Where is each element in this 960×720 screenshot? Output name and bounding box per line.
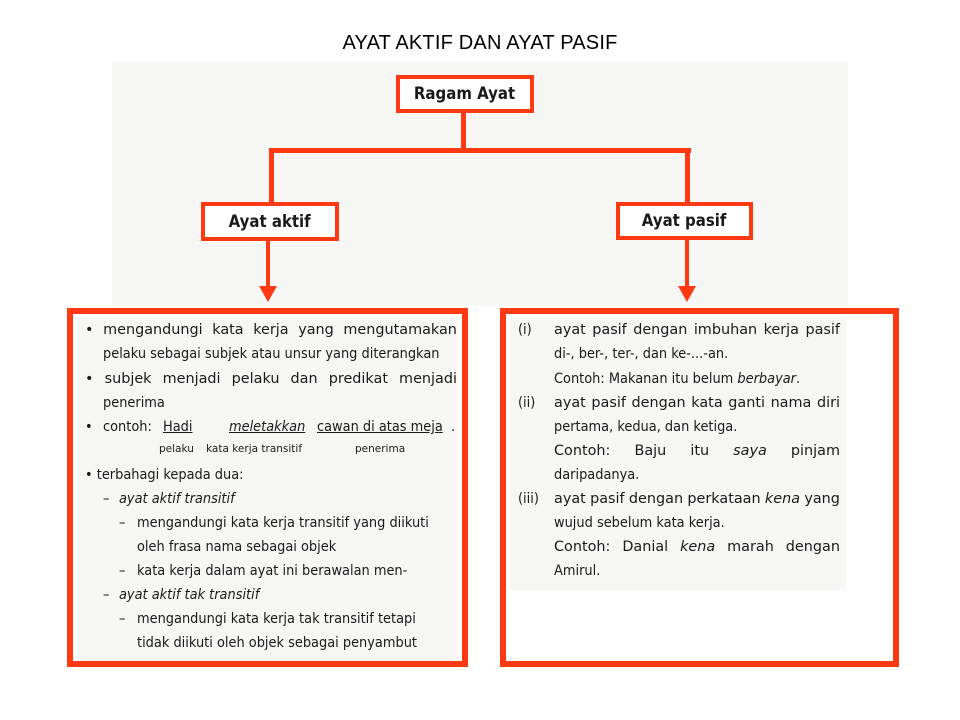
- scan-area: [77, 318, 457, 661]
- ayat-aktif-label: Ayat aktif: [228, 211, 312, 232]
- ayat-pasif-node: [616, 202, 753, 240]
- label-penerima: penerima: [355, 443, 406, 455]
- item-iii-line-1: ayat pasif dengan perkataan kena yang: [554, 491, 840, 507]
- item-i-line-2: di-, ber-, ter-, dan ke-...-an.: [554, 346, 729, 362]
- sub-2a-dash: –: [119, 611, 126, 627]
- label-pelaku: pelaku: [159, 443, 194, 455]
- arrow-right-head: [678, 286, 696, 302]
- item-ii-line-1: ayat pasif dengan kata ganti nama diri: [554, 395, 840, 411]
- sub-2a-line-2: tidak diikuti oleh objek sebagai penyambut: [137, 635, 417, 651]
- bullet-2-line-2: penerima: [103, 395, 165, 411]
- item-ii-example: Contoh: Baju itu saya pinjam: [554, 443, 840, 459]
- item-iii-example: Contoh: Danial kena marah dengan: [554, 539, 840, 555]
- sub-1-title: ayat aktif transitif: [119, 491, 235, 507]
- arrow-left-head: [259, 286, 277, 302]
- sub-1b-dash: –: [119, 563, 126, 579]
- item-i-example: Contoh: Makanan itu belum berbayar.: [554, 371, 801, 387]
- connector-right-down: [685, 148, 690, 204]
- item-ii-label: (ii): [518, 395, 536, 411]
- sub-2a-line-1: mengandungi kata kerja tak transitif tetapi: [137, 611, 416, 627]
- bullet-1-line-1: • mengandungi kata kerja yang mengutamakan: [85, 322, 457, 338]
- item-i-line-1: ayat pasif dengan imbuhan kerja pasif: [554, 322, 840, 338]
- sub-1a-line-1: mengandungi kata kerja transitif yang diikuti: [137, 515, 429, 531]
- root-node-label: Ragam Ayat: [414, 84, 516, 104]
- sub-1b-line: kata kerja dalam ayat ini berawalan men-: [137, 563, 408, 579]
- sub-1a-line-2: oleh frasa nama sebagai objek: [137, 539, 337, 555]
- sub-1a-dash: –: [119, 515, 126, 531]
- page-title: AYAT AKTIF DAN AYAT PASIF: [342, 32, 618, 54]
- bullet-3-prefix: contoh:: [103, 419, 152, 435]
- bullet-3-bullet: •: [85, 419, 93, 435]
- sub-2-dash: –: [103, 587, 110, 603]
- label-kata-kerja-transitif: kata kerja transitif: [206, 443, 303, 455]
- ayat-aktif-panel: [67, 308, 468, 667]
- item-i-label: (i): [518, 322, 532, 338]
- connector-left-down: [269, 148, 274, 204]
- connector-horizontal: [269, 148, 691, 153]
- item-ii-line-2: pertama, kedua, dan ketiga.: [554, 419, 738, 435]
- connector-root-down: [461, 110, 466, 152]
- arrow-right-shaft: [685, 238, 689, 288]
- ayat-pasif-panel: [500, 308, 899, 667]
- example-object: cawan di atas meja: [317, 419, 443, 435]
- root-node: [396, 75, 534, 113]
- sub-1-dash: –: [103, 491, 110, 507]
- example-period: .: [451, 419, 456, 435]
- example-subject: Hadi: [163, 419, 193, 435]
- bullet-2-line-1: • subjek menjadi pelaku dan predikat menjadi: [85, 371, 457, 387]
- ayat-aktif-node: [201, 202, 339, 241]
- bullet-4: • terbahagi kepada dua:: [85, 467, 244, 483]
- item-iii-example-line-2: Amirul.: [554, 563, 601, 579]
- item-ii-example-line-2: daripadanya.: [554, 467, 640, 483]
- item-iii-line-2: wujud sebelum kata kerja.: [554, 515, 725, 531]
- item-iii-label: (iii): [518, 491, 539, 507]
- arrow-left-shaft: [266, 240, 270, 288]
- sub-2-title: ayat aktif tak transitif: [119, 587, 260, 603]
- ayat-pasif-label: Ayat pasif: [642, 211, 727, 231]
- bullet-1-line-2: pelaku sebagai subjek atau unsur yang diterangkan: [103, 346, 440, 362]
- example-verb: meletakkan: [229, 419, 306, 435]
